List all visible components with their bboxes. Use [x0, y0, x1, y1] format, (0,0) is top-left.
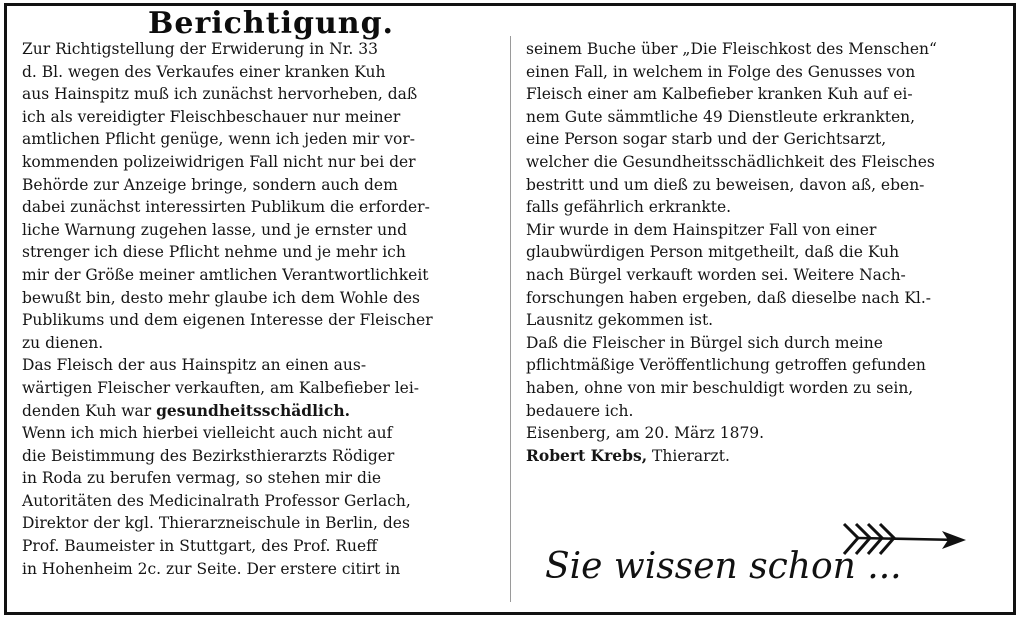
- text-line: amtlichen Pflicht genüge, wenn ich jeden mir vor-: [22, 130, 415, 149]
- text-fragment: denden Kuh war: [22, 401, 152, 420]
- right-column: [526, 38, 937, 467]
- text-line: Das Fleisch der aus Hainspitz an einen aus-: [22, 356, 367, 375]
- text-line: Autoritäten des Medicinalrath Professor Gerlach,: [22, 491, 411, 510]
- text-line: in Hohenheim 2c. zur Seite. Der erstere citirt in: [22, 559, 401, 578]
- text-line: forschungen haben ergeben, daß dieselbe nach Kl.-: [526, 288, 932, 307]
- text-line: welcher die Gesundheitsschädlichkeit des Fleisches: [526, 152, 935, 171]
- text-line: ich als vereidigter Fleischbeschauer nur meiner: [22, 107, 401, 126]
- text-line: Wenn ich mich hierbei vielleicht auch nicht auf: [22, 424, 393, 443]
- dateline: Eisenberg, am 20. März 1879.: [526, 424, 765, 443]
- text-line: Fleisch einer am Kalbefieber kranken Kuh auf ei-: [526, 85, 913, 104]
- text-line: in Roda zu berufen vermag, so stehen mir die: [22, 469, 382, 488]
- text-line: bewußt bin, desto mehr glaube ich dem Wohle des: [22, 288, 420, 307]
- article-title: Berichtigung.: [148, 6, 394, 41]
- text-line: bestritt und um dieß zu beweisen, davon aß, eben-: [526, 175, 925, 194]
- text-line: wärtigen Fleischer verkauften, am Kalbefieber lei-: [22, 378, 420, 397]
- text-line: aus Hainspitz muß ich zunächst hervorheben, daß: [22, 85, 418, 104]
- text-line: strenger ich diese Pflicht nehme und je mehr ich: [22, 243, 406, 262]
- text-line: Lausnitz gekommen ist.: [526, 311, 714, 330]
- text-line: Direktor der kgl. Thierarzneischule in Berlin, des: [22, 514, 410, 533]
- text-line: Daß die Fleischer in Bürgel sich durch meine: [526, 333, 883, 352]
- text-line: eine Person sogar starb und der Gerichtsarzt,: [526, 130, 887, 149]
- text-line: Mir wurde in dem Hainspitzer Fall von einer: [526, 220, 877, 239]
- signature-name: Robert Krebs,: [526, 445, 648, 465]
- text-line: zu dienen.: [22, 333, 104, 352]
- signature: [526, 445, 937, 468]
- text-line: seinem Buche über „Die Fleischkost des Menschen“: [526, 40, 937, 58]
- column-separator: [510, 36, 511, 602]
- signature-title: Thierarzt.: [652, 446, 730, 465]
- text-line: pflichtmäßige Veröffentlichung getroffen gefunden: [526, 356, 926, 375]
- text-line: Publikums und dem eigenen Interesse der Fleischer: [22, 311, 433, 330]
- text-line: einen Fall, in welchem in Folge des Genusses von: [526, 62, 916, 81]
- text-line: Prof. Baumeister in Stuttgart, des Prof. Rueff: [22, 537, 378, 556]
- text-line: liche Warnung zugehen lasse, und je ernster und: [22, 220, 408, 239]
- fletched-arrow-right-icon: [838, 516, 968, 572]
- text-line: nem Gute sämmtliche 49 Dienstleute erkrankten,: [526, 107, 916, 126]
- text-line: dabei zunächst interessirten Publikum die erforder-: [22, 198, 430, 217]
- left-column: [22, 38, 433, 580]
- tagline: Sie wissen schon ...: [545, 546, 902, 587]
- text-line: falls gefährlich erkrankte.: [526, 198, 732, 217]
- text-line: haben, ohne von mir beschuldigt worden zu sein,: [526, 378, 914, 397]
- text-line: Behörde zur Anzeige bringe, sondern auch dem: [22, 175, 398, 194]
- text-line: mir der Größe meiner amtlichen Verantwortlichkeit: [22, 265, 429, 284]
- text-line: d. Bl. wegen des Verkaufes einer kranken Kuh: [22, 62, 386, 81]
- emphasis-text: gesundheitsschädlich.: [156, 400, 350, 420]
- text-line: Zur Richtigstellung der Erwiderung in Nr. 33: [22, 40, 378, 58]
- text-line: kommenden polizeiwidrigen Fall nicht nur bei der: [22, 152, 416, 171]
- text-line: bedauere ich.: [526, 401, 634, 420]
- text-line: nach Bürgel verkauft worden sei. Weitere Nach-: [526, 265, 906, 284]
- text-line: glaubwürdigen Person mitgetheilt, daß die Kuh: [526, 243, 900, 262]
- text-line: die Beistimmung des Bezirksthierarzts Rödiger: [22, 446, 395, 465]
- text-line: [22, 400, 433, 423]
